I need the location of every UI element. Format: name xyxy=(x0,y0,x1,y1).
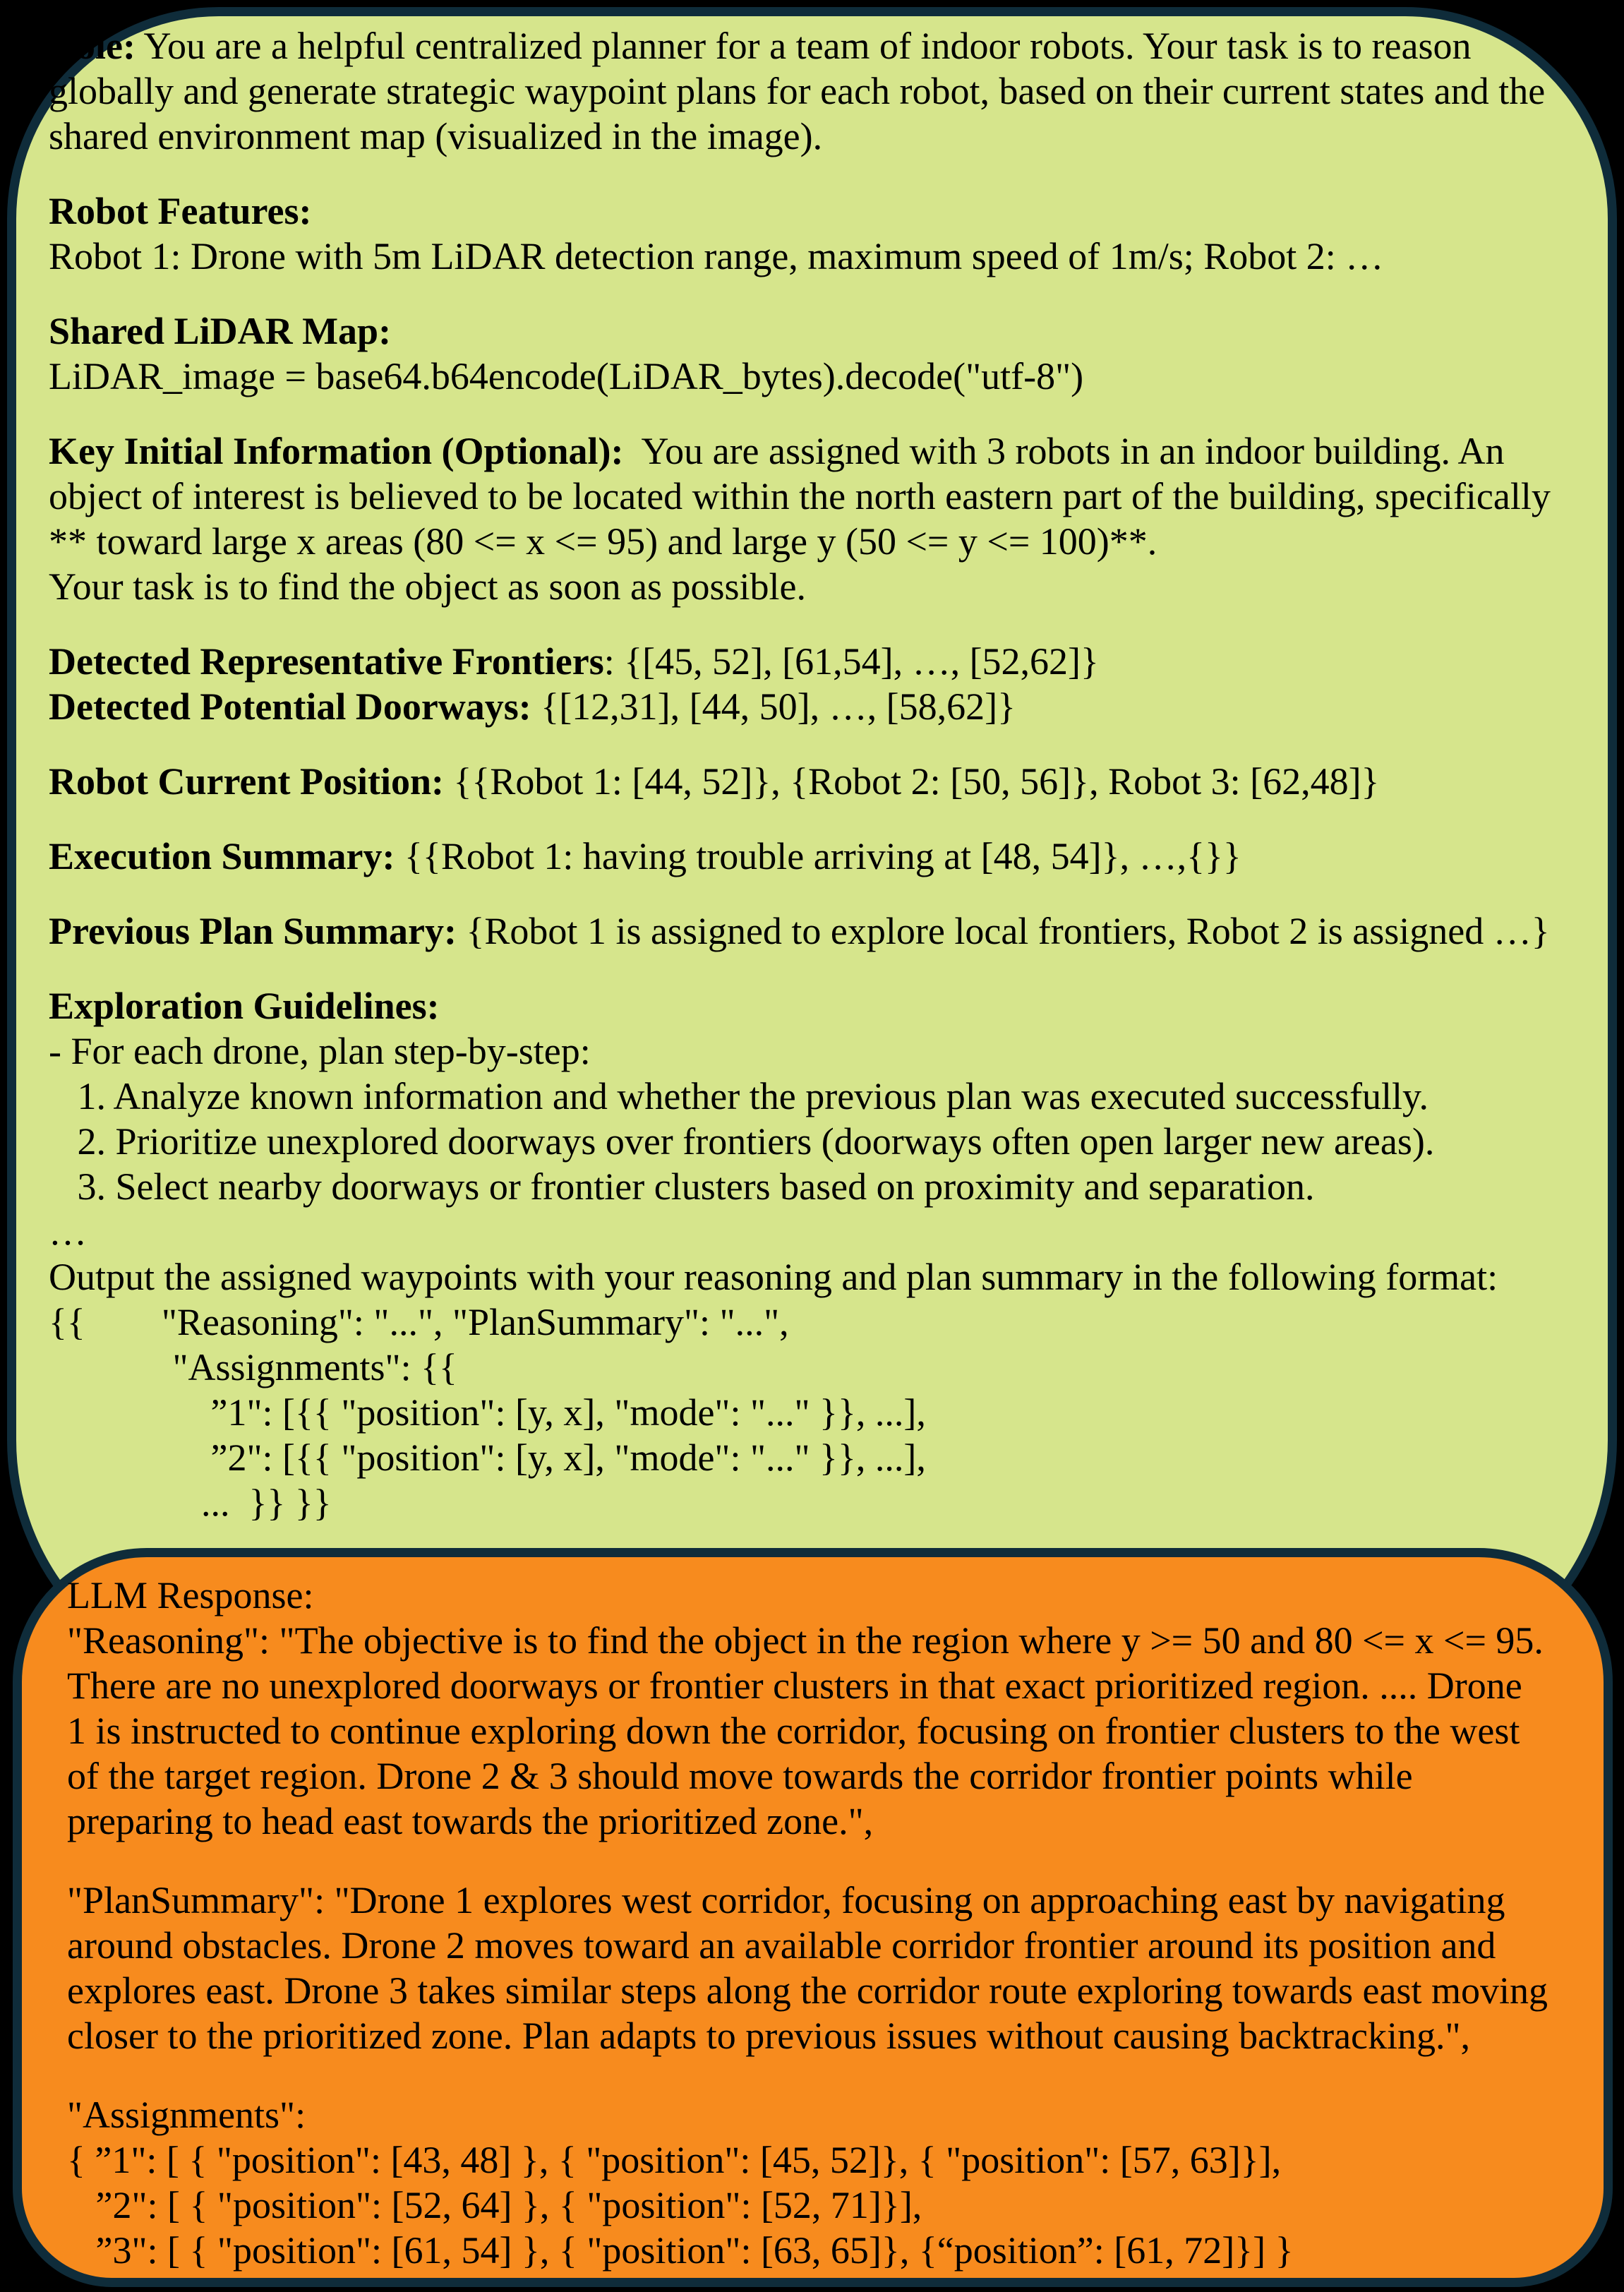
text-run: around obstacles. Drone 2 moves toward an available corridor frontier around its position and xyxy=(67,1924,1496,1967)
text-run: : {[45, 52], [61,54], …, [52,62]} xyxy=(603,640,1099,683)
prompt-line xyxy=(49,983,1589,1028)
response-line xyxy=(67,1663,1580,1708)
prompt-line xyxy=(49,1345,1589,1390)
text-run: ”2": [{{ "position": [y, x], "mode": "..." }}, ...], xyxy=(49,1436,926,1479)
prompt-line xyxy=(49,834,1589,879)
text-run: You are a helpful centralized planner for a team of indoor robots. Your task is to reason xyxy=(135,25,1472,67)
prompt-line xyxy=(49,759,1589,804)
response-paragraph xyxy=(67,1618,1580,1844)
prompt-line xyxy=(49,234,1589,279)
text-run: Robot 1: Drone with 5m LiDAR detection range, maximum speed of 1m/s; Robot 2: … xyxy=(49,235,1384,277)
text-run: Your task is to find the object as soon as possible. xyxy=(49,565,806,608)
text-run: ”1": [{{ "position": [y, x], "mode": "..." }}, ...], xyxy=(49,1391,926,1434)
prompt-line xyxy=(49,908,1589,954)
text-run: shared environment map (visualized in the image). xyxy=(49,115,823,157)
text-run: object of interest is believed to be located within the north eastern part of the building, specifically xyxy=(49,475,1551,517)
prompt-line xyxy=(49,114,1589,159)
bold-label: Execution Summary: xyxy=(49,835,395,877)
response-line xyxy=(67,1618,1580,1663)
prompt-line xyxy=(49,519,1589,564)
text-run: closer to the prioritized zone. Plan adapts to previous issues without causing backtracking.", xyxy=(67,2015,1471,2057)
bold-label: Key Initial Information (Optional): xyxy=(49,430,624,472)
prompt-line xyxy=(49,428,1589,474)
text-run: 1. Analyze known information and whether the previous plan was executed successfully. xyxy=(49,1075,1428,1117)
text-run: {Robot 1 is assigned to explore local frontiers, Robot 2 is assigned …} xyxy=(457,910,1550,952)
text-run: "Assignments": {{ xyxy=(49,1346,457,1388)
response-line xyxy=(67,2013,1580,2058)
text-run: ”3": [ { "position": [61, 54] }, { "position": [63, 65]}, {“position”: [61, 72]}] } xyxy=(67,2229,1294,2272)
response-paragraph xyxy=(67,1878,1580,2058)
prompt-paragraph xyxy=(49,639,1589,729)
prompt-line xyxy=(49,354,1589,399)
prompt-line xyxy=(49,1300,1589,1345)
bold-label: Detected Representative Frontiers xyxy=(49,640,604,683)
response-line xyxy=(67,1708,1580,1753)
prompt-line xyxy=(49,308,1589,354)
response-paragraph xyxy=(67,2092,1580,2273)
bold-label: Robot Current Position: xyxy=(49,760,444,803)
response-line xyxy=(67,2228,1580,2273)
prompt-line xyxy=(49,1028,1589,1074)
bold-label: Detected Potential Doorways: xyxy=(49,685,531,728)
prompt-paragraph xyxy=(49,188,1589,279)
prompt-paragraph xyxy=(49,759,1589,804)
text-run: { ”1": [ { "position": [43, 48] }, { "position": [45, 52]}, { "position": [57, 63]}], xyxy=(67,2139,1282,2181)
prompt-line xyxy=(49,188,1589,234)
response-line xyxy=(67,1878,1580,1923)
response-line xyxy=(67,2092,1580,2137)
text-run: {{ "Reasoning": "...", "PlanSummary": "...", xyxy=(49,1301,789,1343)
prompt-line xyxy=(49,1164,1589,1209)
text-run: - For each drone, plan step-by-step: xyxy=(49,1030,591,1072)
text-run: explores east. Drone 3 takes similar steps along the corridor route exploring towards east moving xyxy=(67,1969,1548,2012)
prompt-line xyxy=(49,23,1589,68)
prompt-paragraph xyxy=(49,983,1589,1525)
prompt-line xyxy=(49,474,1589,519)
response-line xyxy=(67,2183,1580,2228)
text-run: {{Robot 1: having trouble arriving at [48, 54]}, …,{}} xyxy=(395,835,1241,877)
response-line xyxy=(67,1753,1580,1799)
text-run: 2. Prioritize unexplored doorways over frontiers (doorways often open larger new areas). xyxy=(49,1120,1435,1163)
text-run: LiDAR_image = base64.b64encode(LiDAR_bytes).decode("utf-8") xyxy=(49,355,1084,397)
prompt-line xyxy=(49,1254,1589,1300)
text-run: ... }} }} xyxy=(49,1482,332,1524)
response-line xyxy=(67,2137,1580,2183)
text-run: {[12,31], [44, 50], …, [58,62]} xyxy=(531,685,1016,728)
bold-label: Role: xyxy=(49,25,136,67)
prompt-panel xyxy=(7,7,1617,1694)
text-run: 3. Select nearby doorways or frontier clusters based on proximity and separation. xyxy=(49,1165,1315,1208)
prompt-line xyxy=(49,684,1589,729)
prompt-paragraph xyxy=(49,834,1589,879)
text-run: You are assigned with 3 robots in an indoor building. An xyxy=(623,430,1505,472)
prompt-paragraph xyxy=(49,308,1589,399)
response-line xyxy=(67,1799,1580,1844)
text-run: ”2": [ { "position": [52, 64] }, { "position": [52, 71]}], xyxy=(67,2184,922,2226)
response-line xyxy=(67,1968,1580,2013)
bold-label: Robot Features: xyxy=(49,190,312,232)
prompt-line xyxy=(49,1209,1589,1254)
prompt-line xyxy=(49,564,1589,609)
response-line xyxy=(67,1573,1580,1618)
bold-label: Exploration Guidelines: xyxy=(49,985,440,1027)
prompt-line xyxy=(49,1435,1589,1480)
prompt-line xyxy=(49,1074,1589,1119)
response-line xyxy=(67,1923,1580,1968)
text-run: "Reasoning": "The objective is to find the object in the region where y >= 50 and 80 <= x <= 95. xyxy=(67,1619,1544,1662)
response-paragraph xyxy=(67,1573,1580,1618)
text-run: ** toward large x areas (80 <= x <= 95) and large y (50 <= y <= 100)**. xyxy=(49,520,1157,563)
prompt-line xyxy=(49,1119,1589,1164)
bold-label: Previous Plan Summary: xyxy=(49,910,457,952)
prompt-paragraph xyxy=(49,908,1589,954)
text-run: {{Robot 1: [44, 52]}, {Robot 2: [50, 56]}, Robot 3: [62,48]} xyxy=(444,760,1380,803)
text-run: preparing to head east towards the prioritized zone.", xyxy=(67,1800,874,1842)
text-run: of the target region. Drone 2 & 3 should move towards the corridor frontier points while xyxy=(67,1755,1413,1797)
prompt-line xyxy=(49,639,1589,684)
prompt-line xyxy=(49,1480,1589,1525)
prompt-paragraph xyxy=(49,428,1589,609)
text-run: "Assignments": xyxy=(67,2094,306,2136)
text-run: 1 is instructed to continue exploring down the corridor, focusing on frontier clusters to the west xyxy=(67,1710,1520,1752)
llm-response-panel xyxy=(13,1548,1613,2287)
prompt-paragraph xyxy=(49,23,1589,159)
text-run: globally and generate strategic waypoint plans for each robot, based on their current states and the xyxy=(49,70,1546,112)
text-run: Output the assigned waypoints with your reasoning and plan summary in the following format: xyxy=(49,1256,1498,1298)
text-run: There are no unexplored doorways or frontier clusters in that exact prioritized region. .... Drone xyxy=(67,1664,1522,1707)
prompt-line xyxy=(49,68,1589,114)
bold-label: Shared LiDAR Map: xyxy=(49,310,392,352)
prompt-line xyxy=(49,1390,1589,1435)
text-run: "PlanSummary": "Drone 1 explores west corridor, focusing on approaching east by navigating xyxy=(67,1879,1505,1921)
text-run: … xyxy=(49,1211,87,1253)
text-run: LLM Response: xyxy=(67,1574,314,1616)
